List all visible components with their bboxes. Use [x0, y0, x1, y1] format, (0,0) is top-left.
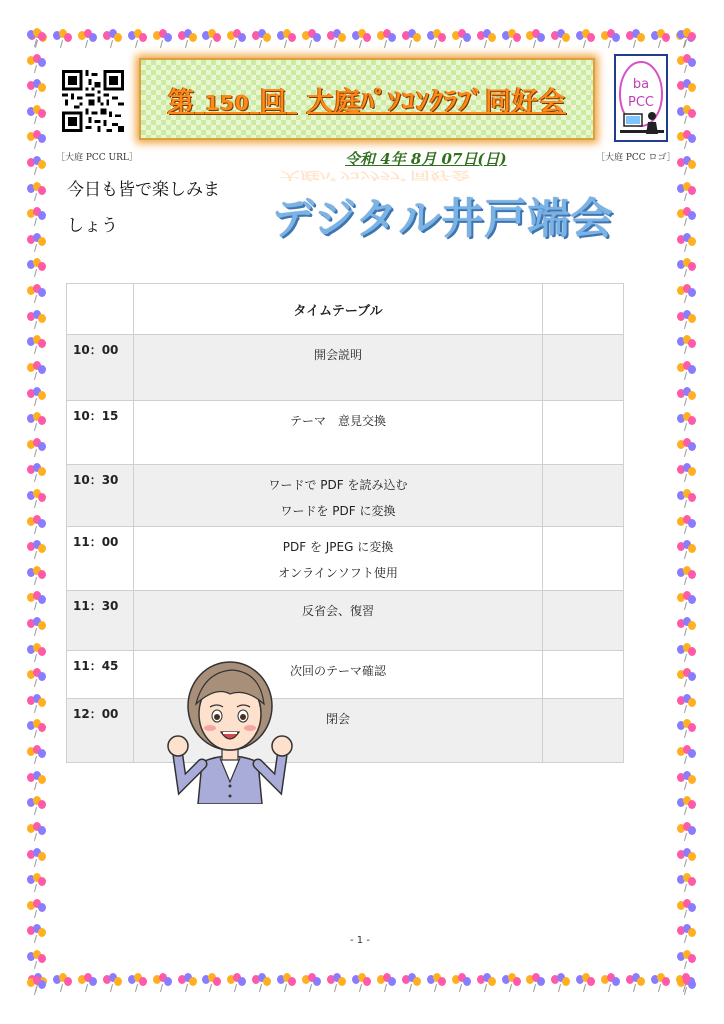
activity-line: 反省会、復習	[301, 604, 374, 618]
balloon-icon	[27, 591, 47, 611]
balloon-icon	[27, 950, 47, 970]
balloon-icon	[27, 233, 47, 253]
header-note-cell	[543, 284, 624, 335]
balloon-icon	[677, 617, 697, 637]
balloon-icon	[153, 973, 173, 993]
balloon-icon	[27, 976, 47, 996]
row-time: 10：00	[67, 335, 134, 401]
balloon-icon	[27, 668, 47, 688]
balloon-icon	[601, 973, 621, 993]
activity-line: 次回のテーマ確認	[289, 664, 386, 678]
balloon-icon	[202, 973, 222, 993]
table-row	[67, 527, 624, 591]
activity-line: ワードを PDF に変換	[280, 504, 396, 518]
balloon-icon	[27, 105, 47, 125]
balloon-icon	[427, 973, 447, 993]
balloon-icon	[27, 79, 47, 99]
balloon-icon	[677, 79, 697, 99]
row-time: 11：30	[67, 591, 134, 651]
qr-code-image	[62, 70, 124, 132]
logo-icon	[616, 56, 666, 140]
logo-label: ［大庭 PCC ロゴ］	[596, 153, 676, 163]
row-time: 11：45	[67, 651, 134, 699]
balloon-icon	[27, 310, 47, 330]
balloon-icon	[677, 105, 697, 125]
balloon-icon	[677, 463, 697, 483]
balloon-icon	[277, 973, 297, 993]
meeting-date: 令和 4年 8月 07日(日)	[345, 150, 507, 168]
balloon-icon	[78, 973, 98, 993]
balloon-icon	[677, 387, 697, 407]
balloon-icon	[178, 973, 198, 993]
balloon-icon	[27, 258, 47, 278]
balloon-icon	[677, 540, 697, 560]
balloon-icon	[551, 29, 571, 49]
balloon-icon	[677, 515, 697, 535]
table-row	[67, 401, 624, 465]
balloon-icon	[27, 387, 47, 407]
club-banner	[139, 58, 595, 140]
balloon-icon	[377, 29, 397, 49]
cheering-woman-illustration	[160, 654, 300, 804]
balloon-icon	[677, 694, 697, 714]
timetable-header-row	[67, 284, 624, 335]
balloon-icon	[677, 899, 697, 919]
balloon-icon	[677, 796, 697, 816]
balloon-icon	[651, 973, 671, 993]
balloon-icon	[452, 29, 472, 49]
balloon-icon	[677, 130, 697, 150]
row-time: 10：30	[67, 465, 134, 527]
balloon-icon	[677, 771, 697, 791]
balloon-icon	[502, 29, 522, 49]
balloon-icon	[677, 54, 697, 74]
balloon-border-top	[28, 26, 696, 52]
activity-line: PDF を JPEG に変換	[282, 540, 394, 554]
balloon-icon	[651, 29, 671, 49]
balloon-icon	[677, 745, 697, 765]
row-note	[543, 651, 624, 699]
balloon-icon	[202, 29, 222, 49]
row-activity	[134, 527, 543, 591]
row-note	[543, 335, 624, 401]
table-row	[67, 465, 624, 527]
balloon-icon	[352, 973, 372, 993]
balloon-icon	[27, 899, 47, 919]
row-activity	[134, 335, 543, 401]
balloon-icon	[27, 515, 47, 535]
balloon-icon	[452, 973, 472, 993]
balloon-icon	[27, 796, 47, 816]
banner-title	[168, 81, 566, 118]
balloon-icon	[27, 643, 47, 663]
balloon-icon	[178, 29, 198, 49]
balloon-icon	[677, 668, 697, 688]
balloon-icon	[27, 182, 47, 202]
balloon-icon	[27, 566, 47, 586]
balloon-icon	[626, 29, 646, 49]
balloon-icon	[27, 438, 47, 458]
activity-line: テーマ 意見交換	[289, 414, 386, 428]
balloon-icon	[526, 973, 546, 993]
balloon-icon	[27, 463, 47, 483]
balloon-icon	[477, 29, 497, 49]
qr-label: ［大庭 PCC URL］	[56, 153, 138, 163]
balloon-icon	[677, 591, 697, 611]
balloon-icon	[601, 29, 621, 49]
balloon-icon	[27, 489, 47, 509]
balloon-icon	[677, 258, 697, 278]
balloon-icon	[677, 284, 697, 304]
balloon-icon	[327, 29, 347, 49]
row-activity	[134, 591, 543, 651]
balloon-icon	[327, 973, 347, 993]
balloon-icon	[27, 771, 47, 791]
balloon-icon	[27, 694, 47, 714]
balloon-icon	[677, 361, 697, 381]
table-row	[67, 699, 624, 763]
logo-text-pcc: PCC	[628, 95, 654, 110]
balloon-icon	[677, 873, 697, 893]
balloon-icon	[78, 29, 98, 49]
balloon-icon	[526, 29, 546, 49]
balloon-icon	[377, 973, 397, 993]
balloon-icon	[677, 950, 697, 970]
page-number: - 1 -	[350, 935, 370, 946]
row-time: 12：00	[67, 699, 134, 763]
balloon-icon	[302, 29, 322, 49]
balloon-icon	[677, 182, 697, 202]
timetable	[66, 283, 624, 763]
balloon-icon	[27, 540, 47, 560]
balloon-icon	[128, 29, 148, 49]
balloon-icon	[677, 976, 697, 996]
activity-line: ワードで PDF を読み込む	[268, 478, 408, 492]
balloon-icon	[27, 207, 47, 227]
banner-club-name: 大庭ﾊﾟｿｺﾝｸﾗﾌﾞ同好会	[306, 86, 566, 117]
header-time-cell	[67, 284, 134, 335]
balloon-icon	[677, 28, 697, 48]
balloon-icon	[677, 412, 697, 432]
row-activity	[134, 401, 543, 465]
greeting-text	[67, 172, 257, 244]
balloon-icon	[677, 848, 697, 868]
balloon-border-bottom	[28, 970, 696, 996]
balloon-icon	[677, 207, 697, 227]
balloon-icon	[27, 54, 47, 74]
greeting-line-2: しょう	[67, 216, 118, 236]
balloon-icon	[427, 29, 447, 49]
row-note	[543, 591, 624, 651]
balloon-icon	[103, 973, 123, 993]
balloon-icon	[53, 973, 73, 993]
balloon-icon	[27, 412, 47, 432]
balloon-icon	[128, 973, 148, 993]
balloon-icon	[677, 438, 697, 458]
banner-prefix: 第	[168, 86, 196, 117]
balloon-icon	[103, 29, 123, 49]
table-row	[67, 651, 624, 699]
timetable-heading: タイムテーブル	[134, 284, 543, 335]
balloon-icon	[576, 973, 596, 993]
balloon-icon	[27, 617, 47, 637]
row-time: 11：00	[67, 527, 134, 591]
banner-number: 150	[205, 90, 250, 115]
banner-suffix: 回	[259, 86, 287, 117]
row-note	[543, 465, 624, 527]
table-row	[67, 591, 624, 651]
logo-text-ba: ba	[632, 77, 650, 92]
balloon-icon	[551, 973, 571, 993]
balloon-icon	[277, 29, 297, 49]
activity-line: オンラインソフト使用	[278, 566, 398, 580]
banner-reflection: 大庭ﾊﾟｿｺﾝｸﾗﾌﾞ同好会	[280, 169, 470, 183]
balloon-border-right	[674, 28, 700, 996]
row-activity	[134, 465, 543, 527]
balloon-icon	[53, 29, 73, 49]
balloon-icon	[227, 29, 247, 49]
balloon-icon	[252, 29, 272, 49]
balloon-icon	[677, 335, 697, 355]
balloon-icon	[677, 156, 697, 176]
row-note	[543, 699, 624, 763]
balloon-icon	[302, 973, 322, 993]
balloon-icon	[27, 156, 47, 176]
balloon-icon	[27, 822, 47, 842]
balloon-icon	[677, 233, 697, 253]
balloon-icon	[27, 873, 47, 893]
balloon-icon	[252, 973, 272, 993]
balloon-icon	[27, 848, 47, 868]
balloon-icon	[576, 29, 596, 49]
row-note	[543, 401, 624, 465]
balloon-icon	[677, 822, 697, 842]
activity-line: 開会説明	[313, 348, 362, 362]
activity-line: 閉会	[325, 712, 350, 726]
event-title: デジタル井戸端会	[272, 194, 614, 243]
balloon-icon	[677, 310, 697, 330]
table-row	[67, 335, 624, 401]
balloon-icon	[352, 29, 372, 49]
greeting-line-1: 今日も皆で楽しみま	[67, 180, 220, 200]
balloon-icon	[677, 924, 697, 944]
balloon-icon	[402, 973, 422, 993]
balloon-icon	[626, 973, 646, 993]
balloon-icon	[677, 719, 697, 739]
balloon-icon	[27, 335, 47, 355]
balloon-icon	[27, 745, 47, 765]
row-note	[543, 527, 624, 591]
balloon-icon	[227, 973, 247, 993]
balloon-icon	[677, 489, 697, 509]
balloon-icon	[27, 924, 47, 944]
balloon-icon	[402, 29, 422, 49]
row-time: 10：15	[67, 401, 134, 465]
balloon-icon	[27, 130, 47, 150]
balloon-icon	[27, 284, 47, 304]
balloon-icon	[477, 973, 497, 993]
balloon-icon	[502, 973, 522, 993]
balloon-icon	[153, 29, 173, 49]
balloon-icon	[677, 643, 697, 663]
balloon-icon	[27, 719, 47, 739]
club-logo	[614, 54, 668, 142]
balloon-icon	[27, 28, 47, 48]
balloon-icon	[677, 566, 697, 586]
balloon-icon	[27, 361, 47, 381]
balloon-border-left	[24, 28, 50, 996]
